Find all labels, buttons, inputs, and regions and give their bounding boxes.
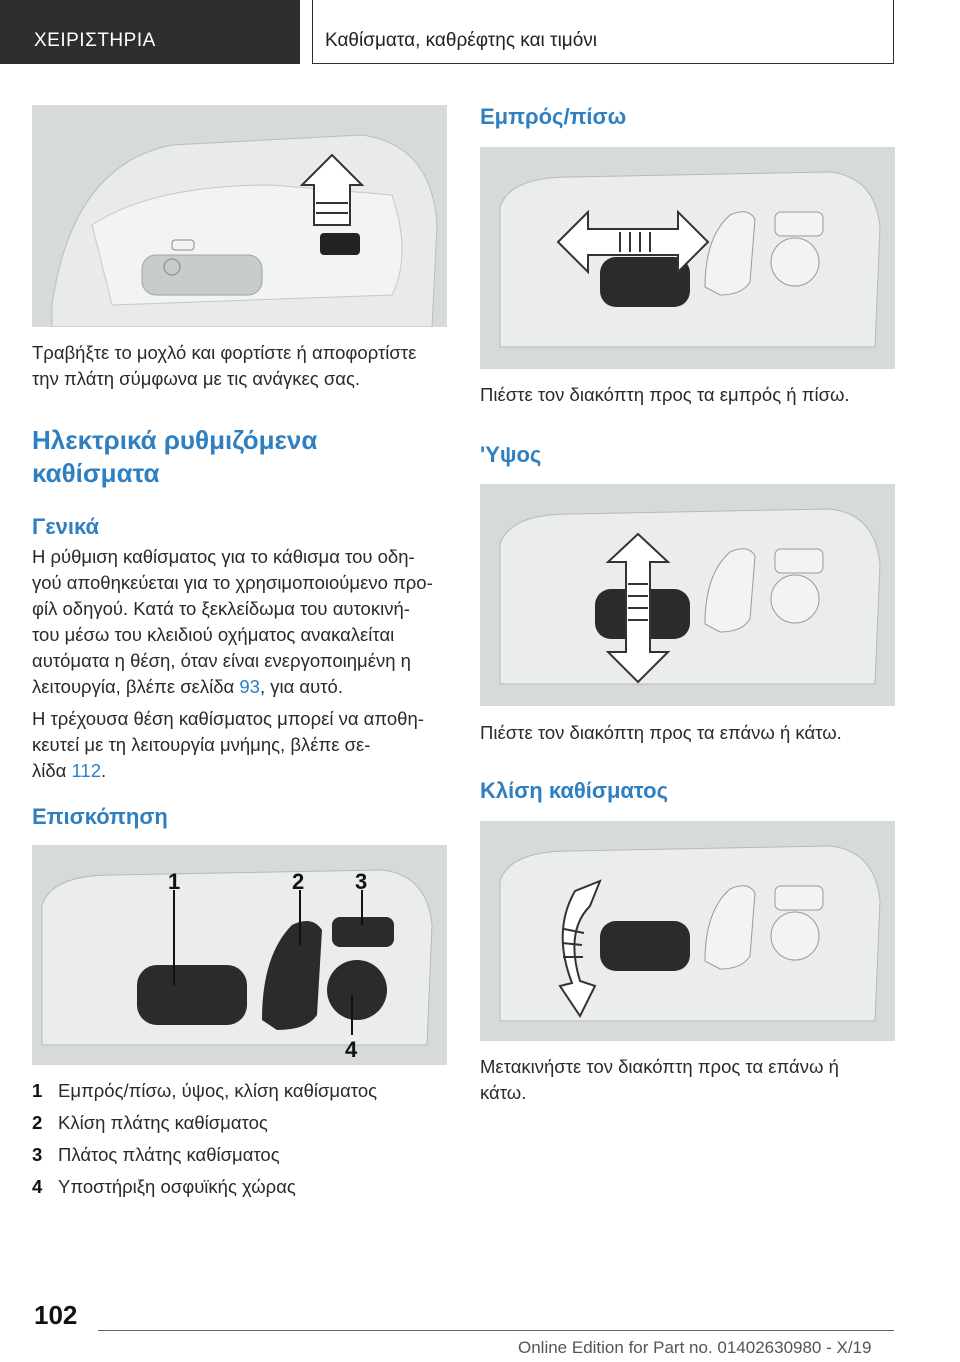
general-heading: Γενικά xyxy=(32,514,100,539)
height-heading: 'Υψος xyxy=(480,442,542,467)
callout-4: 4 xyxy=(345,1037,358,1062)
lever-caption-line-2: την πλάτη σύμφωνα με τις ανάγκες σας. xyxy=(32,368,361,389)
seat-controls-overview-image xyxy=(32,845,447,1065)
lever-caption-line-1: Τραβήξτε το μοχλό και φορτίστε ή αποφορτίστε xyxy=(32,342,417,363)
general-text-line-2: γού αποθηκεύεται για το χρησιμοποιούμενο προ- xyxy=(32,572,433,593)
height-caption: Πιέστε τον διακόπτη προς τα επάνω ή κάτω. xyxy=(480,722,842,743)
header-chapter-label: Καθίσματα, καθρέφτης και τιμόνι xyxy=(325,30,598,51)
forward-back-illustration xyxy=(480,147,895,369)
forward-back-heading: Εμπρός/πίσω xyxy=(480,104,627,129)
section-title-line-1: Ηλεκτρικά ρυθμιζόμενα xyxy=(32,425,318,455)
legend-item-4: 4 Υποστήριξη οσφυϊκής χώρας xyxy=(32,1176,296,1197)
overview-heading: Επισκόπηση xyxy=(32,804,168,829)
general-text-line-6: λειτουργία, βλέπε σελίδα 93, για αυτό. xyxy=(32,676,343,697)
memory-text-line-1: Η τρέχουσα θέση καθίσματος μπορεί να αποθη- xyxy=(32,708,424,729)
height-illustration xyxy=(480,484,895,706)
header-section-label: ΧΕΙΡΙΣΤΗΡΙΑ xyxy=(34,30,156,51)
height-image xyxy=(480,484,895,706)
seat-controls-overview-illustration xyxy=(32,845,447,1065)
forward-back-caption: Πιέστε τον διακόπτη προς τα εμπρός ή πίσω. xyxy=(480,384,850,405)
page-number: 102 xyxy=(34,1300,78,1330)
memory-text-line-3: λίδα 112. xyxy=(32,760,107,781)
callout-2: 2 xyxy=(292,869,305,894)
tilt-image xyxy=(480,821,895,1041)
general-text-line-1: Η ρύθμιση καθίσματος για το κάθισμα του οδη- xyxy=(32,546,415,567)
general-text-line-5: αυτόματα η θέση, όταν είναι ενεργοποιημένη η xyxy=(32,650,411,671)
legend-item-1: 1 Εμπρός/πίσω, ύψος, κλίση καθίσματος xyxy=(32,1080,378,1101)
general-text-line-3: φίλ οδηγού. Κατά το ξεκλείδωμα του αυτοκινή- xyxy=(32,598,410,619)
tilt-caption-line-2: κάτω. xyxy=(480,1082,527,1103)
forward-back-image xyxy=(480,147,895,369)
tilt-illustration xyxy=(480,821,895,1041)
footer-divider xyxy=(98,1330,894,1331)
tilt-caption-line-1: Μετακινήστε τον διακόπτη προς τα επάνω ή xyxy=(480,1056,839,1077)
page-link-112[interactable]: 112 xyxy=(71,760,101,781)
footer-edition: Online Edition for Part no. 01402630980 - X/19 xyxy=(518,1338,872,1357)
callout-3: 3 xyxy=(355,869,368,894)
section-title-line-2: καθίσματα xyxy=(32,458,160,488)
callout-1: 1 xyxy=(168,869,181,894)
seat-lever-illustration xyxy=(32,105,447,327)
tilt-heading: Κλίση καθίσματος xyxy=(480,778,669,803)
legend-item-2: 2 Κλίση πλάτης καθίσματος xyxy=(32,1112,268,1133)
page-link-93[interactable]: 93 xyxy=(239,676,260,697)
legend-item-3: 3 Πλάτος πλάτης καθίσματος xyxy=(32,1144,280,1165)
seat-lever-image xyxy=(32,105,447,327)
general-text-line-4: του μέσω του κλειδιού οχήματος ανακαλείται xyxy=(32,624,395,645)
header-chapter-box xyxy=(312,0,894,64)
header-section-tab xyxy=(0,0,300,64)
memory-text-line-2: κευτεί με τη λειτουργία μνήμης, βλέπε σε- xyxy=(32,734,371,755)
